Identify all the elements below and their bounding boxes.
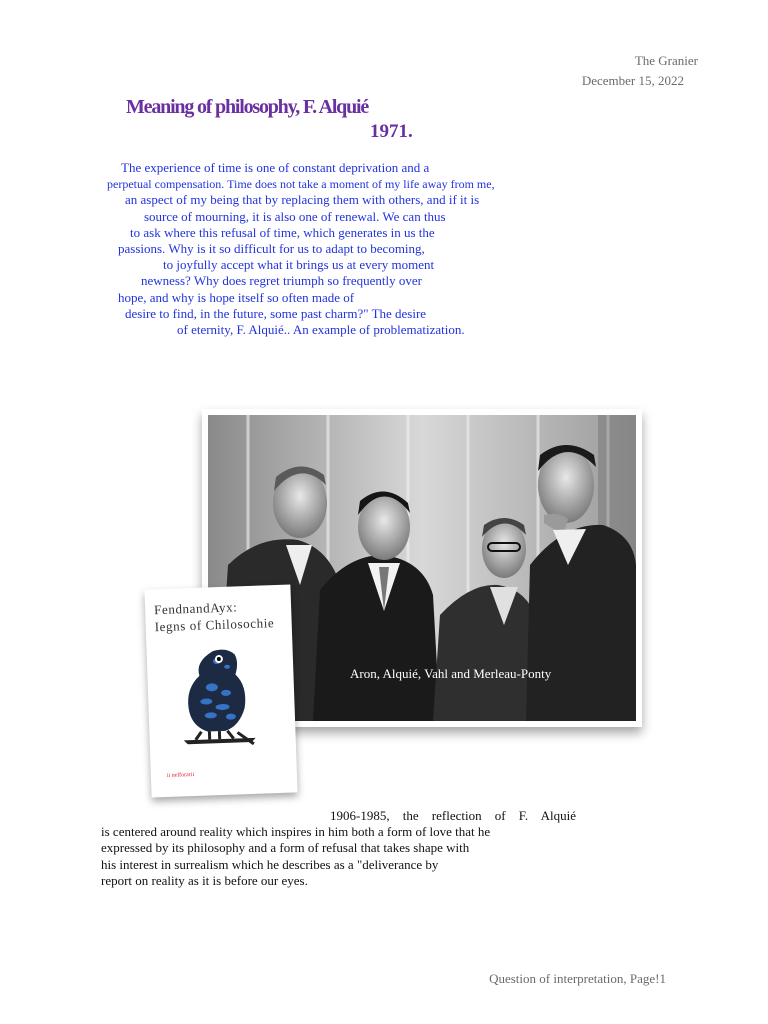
page-footer: Question of interpretation, Page!1 [489,971,666,986]
book-publisher: ii nelforarii [166,771,195,779]
quote-line: to joyfully accept what it brings us at every moment [163,257,435,273]
quote-line: perpetual compensation. Time does not take a moment of my life away from me, [107,177,495,192]
header-date: December 15, 2022 [581,73,684,88]
body-line: his interest in surrealism which he describes as a "deliverance by [101,856,439,872]
quote-line: to ask where this refusal of time, which generates in us the [130,224,435,240]
book-cover [144,585,297,798]
quote-block [80,160,580,338]
book-title-line1: FendnandAyx: [153,599,238,618]
photo-caption: Aron, Alquié, Vahl and Merleau-Ponty [350,666,552,681]
quote-line: hope, and why is hope itself so often made of [118,289,355,305]
body-line: is centered around reality which inspires in him both a form of love that he [101,824,491,840]
body-line: report on reality as it is before our eyes. [101,872,308,888]
quote-line: of eternity, F. Alquié.. An example of problematization. [177,322,465,338]
quote-line: The experience of time is one of constant deprivation and a [121,160,430,175]
quote-line: newness? Why does regret triumph so frequently over [141,273,422,289]
body-paragraph [101,808,576,889]
quote-line: source of mourning, it is also one of renewal. We can thus [144,208,446,224]
owl-icon [174,646,261,749]
header-author: The Granier [634,53,698,68]
quote-line: desire to find, in the future, some past charm?" The desire [125,305,427,321]
book-cover-title [154,597,275,635]
quote-line: passions. Why is it so difficult for us to adapt to becoming, [118,241,425,257]
body-line: expressed by its philosophy and a form of refusal that takes shape with [101,840,470,856]
page-title: Meaning of philosophy, F. Alquié [126,96,369,118]
quote-line: an aspect of my being that by replacing them with others, and if it is [125,192,480,208]
page-title-year: 1971. [370,121,413,142]
body-line: 1906-1985, the reflection of F. Alquié [330,808,576,823]
book-title-line2: Iegns of Chilosochie [154,615,275,635]
